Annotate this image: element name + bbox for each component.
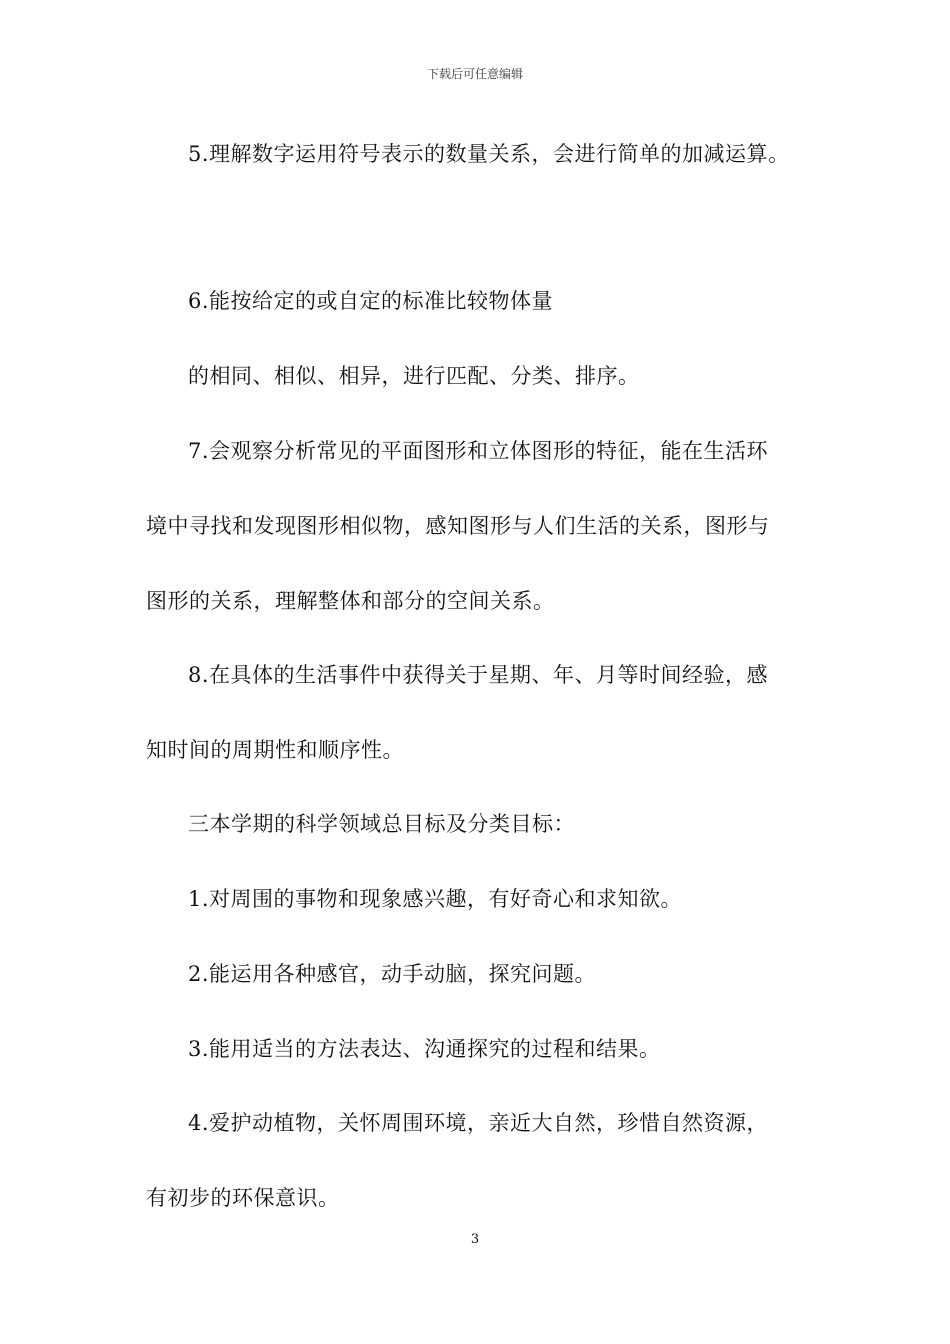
body-line: 有初步的环保意识。 xyxy=(146,1186,340,1210)
body-line: 8.在具体的生活事件中获得关于星期、年、月等时间经验，感 xyxy=(188,663,769,687)
body-line: 图形的关系，理解整体和部分的空间关系。 xyxy=(146,589,555,613)
body-line: 4.爱护动植物，关怀周围环境，亲近大自然，珍惜自然资源， xyxy=(188,1111,769,1135)
page-number: 3 xyxy=(470,1232,480,1247)
body-line: 2.能运用各种感官，动手动脑，探究问题。 xyxy=(188,962,597,986)
body-line: 境中寻找和发现图形相似物，感知图形与人们生活的关系，图形与 xyxy=(146,514,770,538)
body-line: 3.能用适当的方法表达、沟通探究的过程和结果。 xyxy=(188,1037,661,1061)
body-line: 知时间的周期性和顺序性。 xyxy=(146,738,404,762)
body-line: 1.对周围的事物和现象感兴趣，有好奇心和求知欲。 xyxy=(188,887,683,911)
page-header: 下载后可任意编辑 xyxy=(426,67,523,81)
body-line: 5.理解数字运用符号表示的数量关系，会进行简单的加减运算。 xyxy=(188,142,790,166)
body-line: 的相同、相似、相异，进行匹配、分类、排序。 xyxy=(188,364,640,388)
section-heading: 三本学期的科学领域总目标及分类目标： xyxy=(188,812,575,836)
body-line: 7.会观察分析常见的平面图形和立体图形的特征，能在生活环 xyxy=(188,439,769,463)
body-line: 6.能按给定的或自定的标准比较物体量 xyxy=(188,289,554,313)
